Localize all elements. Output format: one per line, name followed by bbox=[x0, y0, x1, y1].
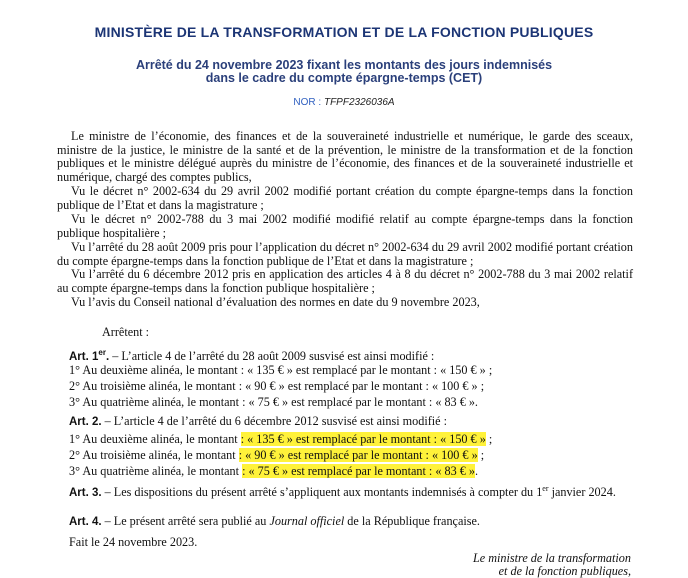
article-3-sup: er bbox=[542, 484, 549, 493]
decree-title-line1: Arrêté du 24 novembre 2023 fixant les montants des jours indemnisés bbox=[135, 58, 553, 72]
article-2-item-suffix: ; bbox=[485, 432, 493, 446]
preamble-vu-2: Vu le décret n° 2002-788 du 3 mai 2002 modifié modifié relatif au compte épargne-temps dans la fonction publique hospitalière ; bbox=[57, 212, 633, 240]
article-2-text: – L’article 4 de l’arrêté du 6 décembre 2012 susvisé est ainsi modifié : bbox=[101, 414, 448, 428]
article-1-item: 2° Au troisième alinéa, le montant : « 90 € » est remplacé par le montant : « 100 € » ; bbox=[69, 379, 485, 393]
article-2-heading bbox=[69, 414, 447, 429]
article-2-item-prefix: 1° Au deuxième alinéa, le montant bbox=[69, 432, 241, 446]
article-1-text: – L’article 4 de l’arrêté du 28 août 2009 susvisé est ainsi modifié : bbox=[109, 348, 435, 363]
signature-line-2: et de la fonction publiques, bbox=[498, 564, 631, 578]
article-4-label: Art. 4. bbox=[69, 516, 102, 528]
article-1-label: Art. 1 bbox=[69, 350, 99, 363]
article-2-item-suffix: . bbox=[474, 464, 478, 478]
article-1-label-end: . bbox=[105, 350, 110, 363]
article-4-text-after: de la République française. bbox=[344, 514, 480, 528]
article-1-label-sup: er bbox=[98, 348, 106, 357]
preamble-intro: Le ministre de l’économie, des finances et de la souveraineté industrielle et numérique, le garde des sceaux, ministre de la justice, le ministre de la santé et de la prévention, le ministre de la transformation et de la fonction publiques et le ministre délégué auprès du ministre de l’économie, des finances et de la souveraineté industrielle et numérique, chargé des comptes publics, bbox=[57, 129, 633, 184]
fait-le-date: Fait le 24 novembre 2023. bbox=[69, 535, 198, 549]
journal-officiel: Journal officiel bbox=[269, 514, 345, 528]
preamble-vu-1: Vu le décret n° 2002-634 du 29 avril 2002 modifié portant création du compte épargne-temps dans la fonction publique de l’Etat et dans la magistrature ; bbox=[57, 184, 633, 212]
decree-title-line2: dans le cadre du compte épargne-temps (CET) bbox=[205, 71, 483, 85]
article-2-item bbox=[69, 448, 484, 462]
preamble-vu-3: Vu l’arrêté du 28 août 2009 pris pour l’application du décret n° 2002-634 du 29 avril 2002 modifié portant création du compte épargne-temps dans la fonction publique de l’Etat et dans la magistrature ; bbox=[57, 240, 633, 268]
nor-code: TFPF2326036A bbox=[323, 97, 395, 108]
article-2-item-suffix: ; bbox=[477, 448, 485, 462]
article-3-text: – Les dispositions du présent arrêté s’appliquent aux montants indemnisés à compter du 1 bbox=[101, 485, 543, 500]
article-4-text-before: – Le présent arrêté sera publié au bbox=[101, 514, 270, 528]
article-2-item-prefix: 2° Au troisième alinéa, le montant bbox=[69, 448, 239, 462]
signature-line-1: Le ministre de la transformation bbox=[473, 551, 631, 565]
decree-title bbox=[0, 59, 688, 85]
article-2-item-prefix: 3° Au quatrième alinéa, le montant bbox=[69, 464, 243, 478]
highlighted-amount: : « 75 € » est remplacé par le montant : « 83 € » bbox=[242, 464, 475, 478]
signature-block bbox=[331, 552, 631, 578]
ministry-heading: MINISTÈRE DE LA TRANSFORMATION ET DE LA FONCTION PUBLIQUES bbox=[94, 24, 594, 40]
article-2-item bbox=[69, 464, 478, 478]
nor-label: NOR : bbox=[293, 97, 322, 108]
preamble-vu-4: Vu l’arrêté du 6 décembre 2012 pris en application des articles 4 à 8 du décret n° 2002-788 du 3 mai 2002 relatif au compte épargne-temps dans la fonction publique hospitalière ; bbox=[57, 267, 633, 295]
article-4 bbox=[69, 514, 480, 529]
article-1-heading bbox=[69, 346, 434, 364]
arretent-label: Arrêtent : bbox=[102, 325, 150, 339]
article-2-item bbox=[69, 432, 492, 446]
nor-reference bbox=[0, 97, 688, 108]
preamble-vu-5: Vu l’avis du Conseil national d’évaluation des normes en date du 9 novembre 2023, bbox=[71, 295, 480, 309]
article-3 bbox=[57, 482, 633, 501]
article-3-label: Art. 3. bbox=[69, 487, 102, 500]
article-1-item: 1° Au deuxième alinéa, le montant : « 135 € » est remplacé par le montant : « 150 € » ; bbox=[69, 363, 493, 377]
highlighted-amount: : « 90 € » est remplacé par le montant : « 100 € » bbox=[238, 448, 478, 462]
article-2-label: Art. 2. bbox=[69, 416, 102, 428]
article-3-text-end: janvier 2024. bbox=[548, 485, 616, 500]
highlighted-amount: : « 135 € » est remplacé par le montant : « 150 € » bbox=[240, 432, 486, 446]
article-1-item: 3° Au quatrième alinéa, le montant : « 75 € » est remplacé par le montant : « 83 € ». bbox=[69, 395, 478, 409]
